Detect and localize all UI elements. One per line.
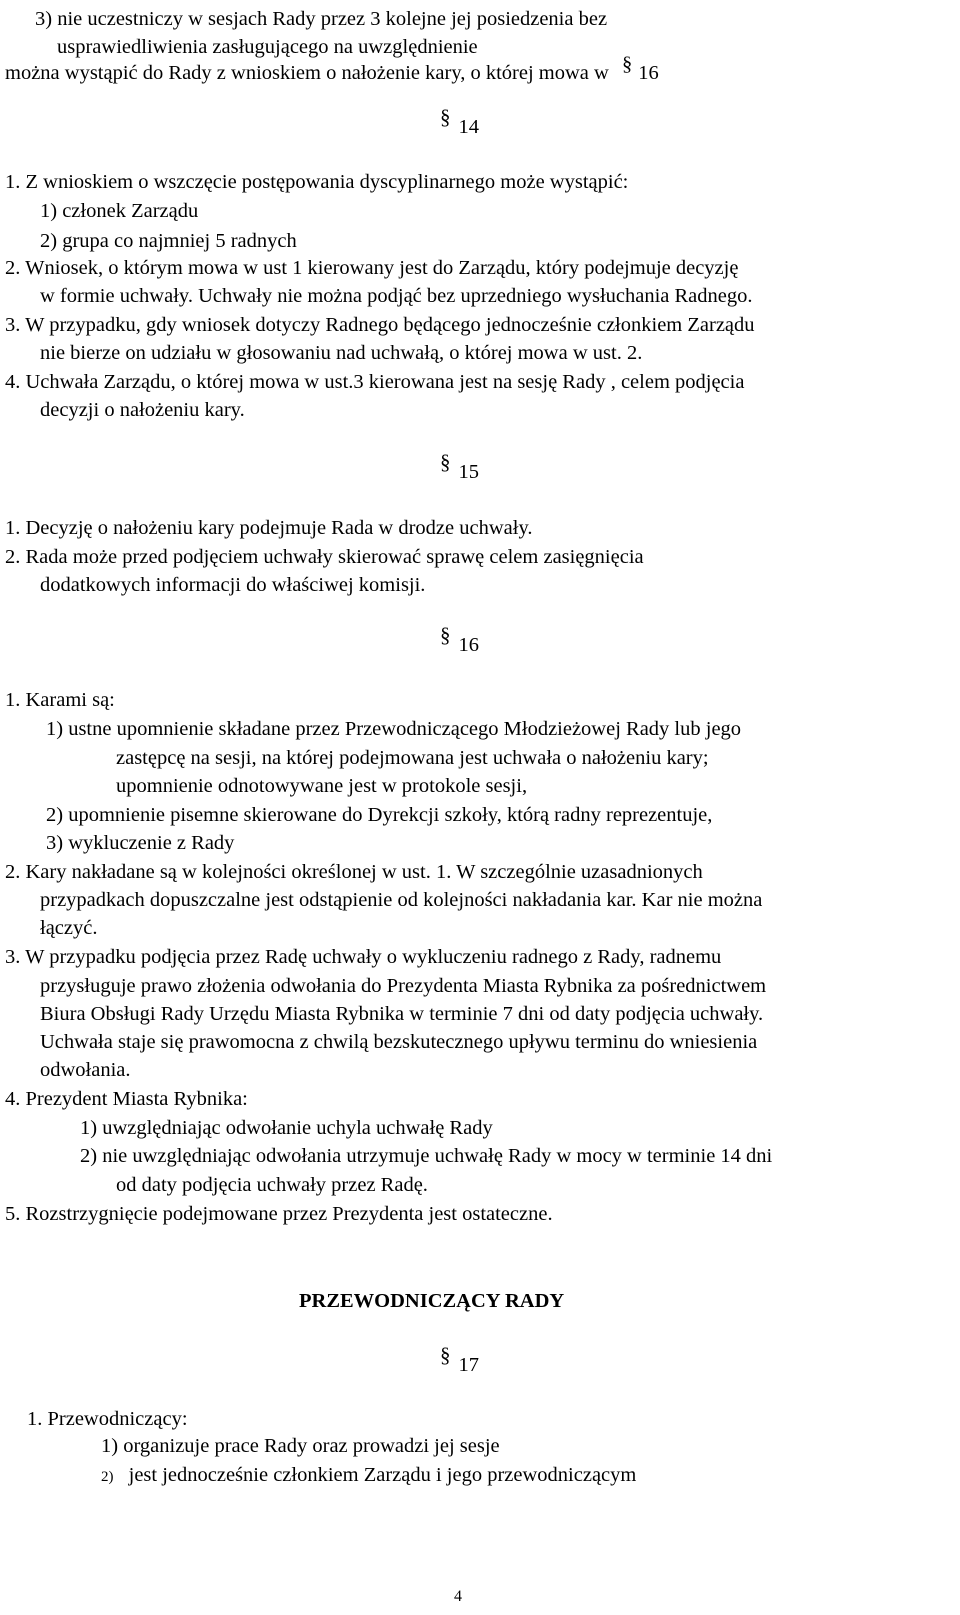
s15-p2-line1: 2. Rada może przed podjęciem uchwały skierować sprawę celem zasięgnięcia [5,546,644,568]
s17-p1-item2-number: 2) [101,1469,114,1485]
top-line-3 [5,53,659,84]
section-heading-17 [440,1343,479,1376]
s16-p4-item1: 1) uwzględniając odwołanie uchyla uchwałę Rady [80,1117,493,1139]
s14-p4-line2: decyzji o nałożeniu kary. [40,399,245,421]
s16-p1-item3: 3) wykluczenie z Rady [46,832,235,854]
s14-p2-line2: w formie uchwały. Uchwały nie można podjąć bez uprzedniego wysłuchania Radnego. [40,285,753,307]
s16-p1-item1-line1: 1) ustne upomnienie składane przez Przewodniczącego Młodzieżowej Rady lub jego [46,718,742,740]
s17-p1-item1: 1) organizuje prace Rady oraz prowadzi jej sesje [101,1435,500,1457]
s14-p4-line1: 4. Uchwała Zarządu, o której mowa w ust.3 kierowana jest na sesję Rady , celem podjęcia [5,371,745,393]
s14-p1-item2: 2) grupa co najmniej 5 radnych [40,230,297,252]
s16-p1-item1-line2: zastępcę na sesji, na której podejmowana jest uchwała o nałożeniu kary; [116,747,709,769]
s17-p1-item2-text: jest jednocześnie członkiem Zarządu i jego przewodniczącym [128,1464,637,1486]
s14-p3-line1: 3. W przypadku, gdy wniosek dotyczy Radnego będącego jednocześnie członkiem Zarządu [5,314,755,336]
section-number: 17 [458,1354,479,1376]
section-ref: 16 [638,62,659,84]
s16-p2-line3: łączyć. [40,917,98,939]
section-heading-15 [440,450,479,483]
s16-p5: 5. Rozstrzygnięcie podejmowane przez Prezydenta jest ostateczne. [5,1203,553,1225]
s16-p1: 1. Karami są: [5,689,115,711]
s17-p1: 1. Przewodniczący: [27,1408,188,1430]
s14-p1-item1: 1) członek Zarządu [40,200,199,222]
page-number: 4 [454,1588,462,1605]
s16-p3-line3: Biura Obsługi Rady Urzędu Miasta Rybnika w terminie 7 dni od daty podjęcia uchwały. [40,1003,764,1025]
s16-p2-line2: przypadkach dopuszczalne jest odstąpienie od kolejności nakładania kar. Kar nie można [40,889,763,911]
s14-p3-line2: nie bierze on udziału w głosowaniu nad uchwałą, o której mowa w ust. 2. [40,342,643,364]
s14-p2-line1: 2. Wniosek, o którym mowa w ust 1 kierowany jest do Zarządu, który podejmuje decyzję [5,257,739,279]
s16-p4: 4. Prezydent Miasta Rybnika: [5,1088,248,1110]
s16-p3-line1: 3. W przypadku podjęcia przez Radę uchwały o wykluczeniu radnego z Rady, radnemu [5,946,722,968]
s17-p1-item2 [101,1465,636,1486]
s16-p2-line1: 2. Kary nakładane są w kolejności określonej w ust. 1. W szczególnie uzasadnionych [5,861,703,883]
section-number: 16 [458,634,479,656]
section-number: 14 [458,116,479,138]
s16-p4-item2-line2: od daty podjęcia uchwały przez Radę. [116,1174,428,1196]
section-heading-16 [440,623,479,656]
section-heading-14 [440,105,479,138]
section-sign: § [440,450,451,474]
s16-p4-item2-line1: 2) nie uwzględniając odwołania utrzymuje uchwałę Rady w mocy w terminie 14 dni [80,1145,773,1167]
section-sign: § [440,1343,451,1367]
chapter-heading: PRZEWODNICZĄCY RADY [299,1290,565,1312]
s15-p2-line2: dodatkowych informacji do właściwej komisji. [40,574,426,596]
top-line-1: 3) nie uczestniczy w sesjach Rady przez 3 kolejne jej posiedzenia bez [35,8,608,30]
section-sign: § [440,105,451,129]
s14-p1: 1. Z wnioskiem o wszczęcie postępowania dyscyplinarnego może wystąpić: [5,171,629,193]
section-number: 15 [458,461,479,483]
s16-p1-item2: 2) upomnienie pisemne skierowane do Dyrekcji szkoły, którą radny reprezentuje, [46,804,713,826]
s16-p3-line4: Uchwała staje się prawomocna z chwilą bezskutecznego upływu terminu do wniesienia [40,1031,758,1053]
section-sign: § [440,623,451,647]
s15-p1: 1. Decyzję o nałożeniu kary podejmuje Rada w drodze uchwały. [5,517,533,539]
top-line-3-text: można wystąpić do Rady z wnioskiem o nałożenie kary, o której mowa w [5,62,609,84]
s16-p3-line5: odwołania. [40,1059,131,1081]
s16-p3-line2: przysługuje prawo złożenia odwołania do Prezydenta Miasta Rybnika za pośrednictwem [40,975,767,997]
s16-p1-item1-line3: upomnienie odnotowywane jest w protokole sesji, [116,775,528,797]
top-line-2: usprawiedliwienia zasługującego na uwzględnienie [57,36,478,58]
section-sign: § [621,53,633,75]
